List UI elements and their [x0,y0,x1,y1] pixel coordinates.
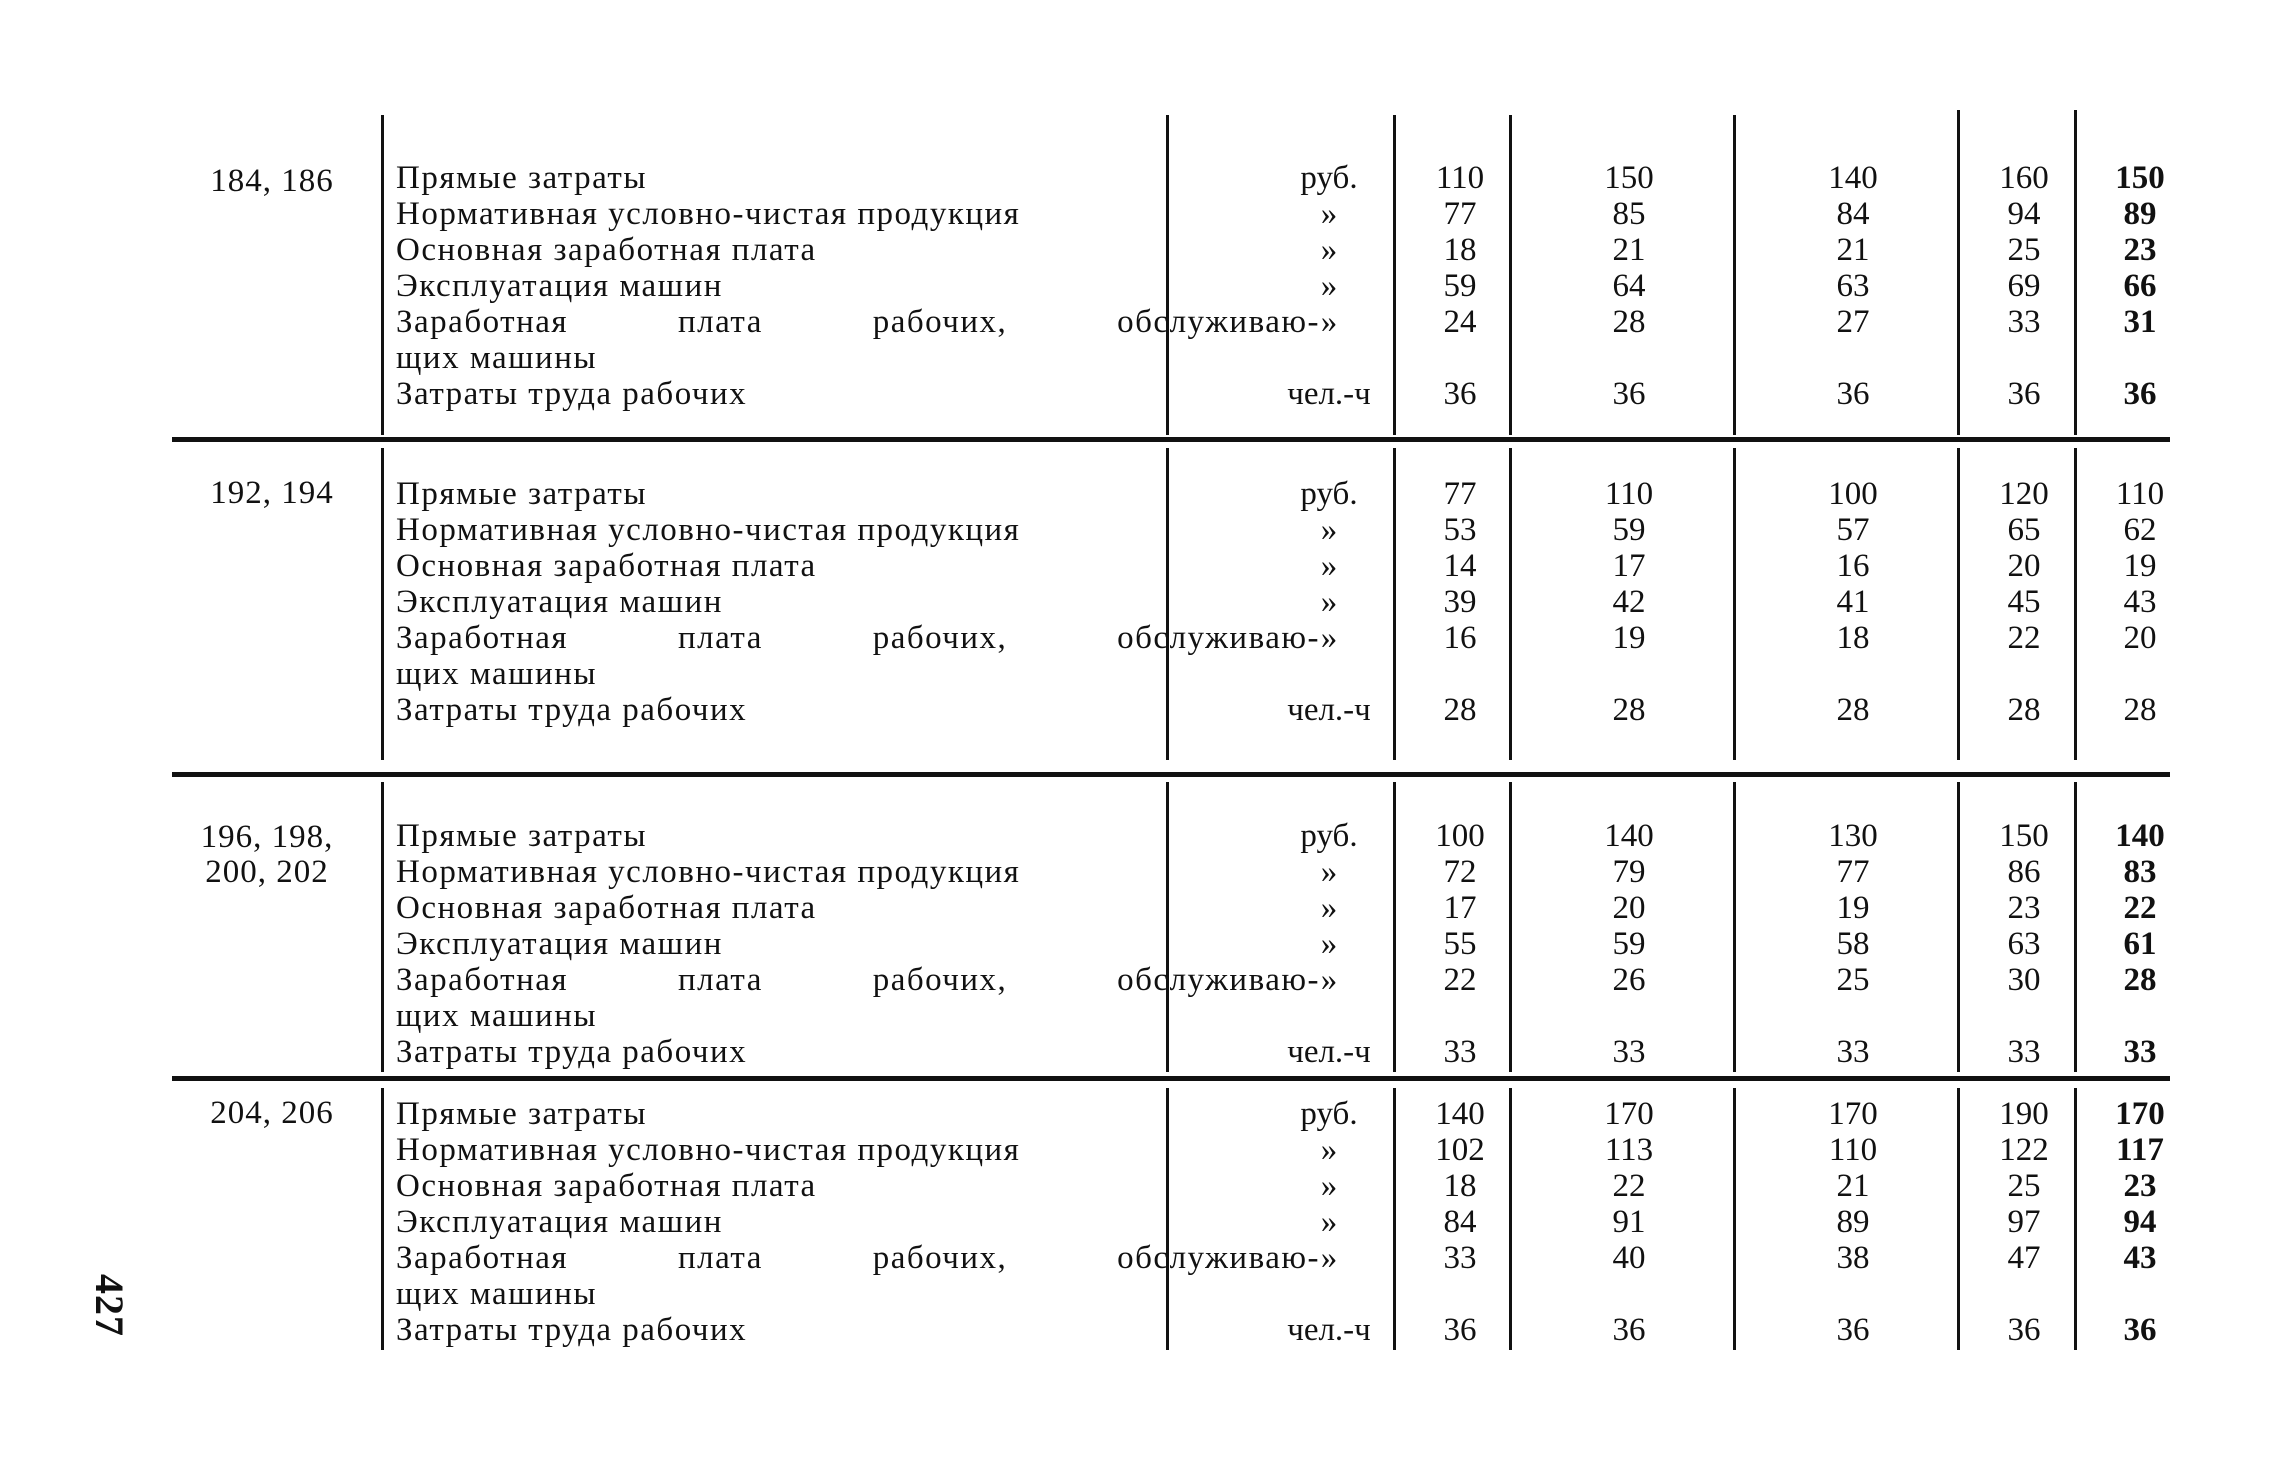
table-row [172,1204,2170,1240]
value-cell: 97 [2007,1204,2041,1240]
value-cell: 59 [1443,268,1477,304]
row-name: щих машины [396,340,598,376]
value-cell: 79 [1612,854,1646,890]
table-row [172,340,2170,376]
row-name: Затраты труда рабочих [396,692,748,728]
value-cell: 110 [1828,1132,1878,1168]
value-cell: 14 [1443,548,1477,584]
value-cell: 89 [1836,1204,1870,1240]
value-cell: 24 [1443,304,1477,340]
value-cell: 55 [1443,926,1477,962]
row-divider [172,772,2170,777]
table-row [172,854,2170,890]
row-unit: » [1320,854,1338,890]
page-number: 427 [87,1274,132,1337]
value-cell: 84 [1836,196,1870,232]
row-unit: чел.-ч [1287,376,1371,412]
row-unit: » [1320,962,1338,998]
value-cell: 23 [2007,890,2041,926]
value-cell: 58 [1836,926,1870,962]
value-cell: 110 [2115,476,2165,512]
value-cell: 20 [2123,620,2157,656]
value-cell: 53 [1443,512,1477,548]
value-cell: 47 [2007,1240,2041,1276]
row-name: Нормативная условно-чистая продукция [396,512,1021,548]
table-row [172,196,2170,232]
item-code: 192, 194 [210,475,334,511]
value-cell: 36 [2007,376,2041,412]
table-row [172,1034,2170,1070]
row-unit: чел.-ч [1287,692,1371,728]
value-cell: 33 [1443,1034,1477,1070]
row-name: Заработная плата рабочих, обслуживаю- [396,962,1320,998]
value-cell: 64 [1612,268,1646,304]
value-cell: 66 [2123,268,2157,304]
value-cell: 17 [1443,890,1477,926]
value-cell: 61 [2123,926,2157,962]
value-cell: 18 [1836,620,1870,656]
table-row [172,304,2170,340]
value-cell: 41 [1836,584,1870,620]
value-cell: 84 [1443,1204,1477,1240]
value-cell: 77 [1836,854,1870,890]
value-cell: 21 [1836,1168,1870,1204]
table-row [172,476,2170,512]
value-cell: 23 [2123,1168,2157,1204]
value-cell: 94 [2007,196,2041,232]
table-row [172,962,2170,998]
value-cell: 140 [1435,1096,1485,1132]
row-name: Заработная плата рабочих, обслуживаю- [396,304,1320,340]
value-cell: 110 [1604,476,1654,512]
table-row [172,1132,2170,1168]
table-row [172,160,2170,196]
row-name: Затраты труда рабочих [396,1312,748,1348]
value-cell: 120 [1999,476,2049,512]
row-name: Эксплуатация машин [396,584,723,620]
value-cell: 26 [1612,962,1646,998]
value-cell: 27 [1836,304,1870,340]
row-unit: руб. [1300,160,1358,196]
value-cell: 122 [1999,1132,2049,1168]
row-name: Нормативная условно-чистая продукция [396,196,1021,232]
value-cell: 33 [1612,1034,1646,1070]
value-cell: 33 [2007,1034,2041,1070]
value-cell: 19 [2123,548,2157,584]
row-unit: чел.-ч [1287,1312,1371,1348]
value-cell: 33 [2123,1034,2157,1070]
value-cell: 33 [1836,1034,1870,1070]
row-unit: руб. [1300,1096,1358,1132]
value-cell: 36 [2007,1312,2041,1348]
value-cell: 16 [1836,548,1870,584]
value-cell: 117 [2116,1132,2164,1168]
value-cell: 21 [1612,232,1646,268]
value-cell: 18 [1443,232,1477,268]
value-cell: 20 [1612,890,1646,926]
row-unit: » [1320,1240,1338,1276]
value-cell: 65 [2007,512,2041,548]
value-cell: 150 [1604,160,1654,196]
row-unit: » [1320,926,1338,962]
row-unit: » [1320,1204,1338,1240]
value-cell: 43 [2123,1240,2157,1276]
item-code: 184, 186 [210,163,334,199]
value-cell: 77 [1443,196,1477,232]
row-name: щих машины [396,998,598,1034]
value-cell: 77 [1443,476,1477,512]
row-unit: » [1320,548,1338,584]
value-cell: 110 [1435,160,1485,196]
row-name: Затраты труда рабочих [396,376,748,412]
row-name: Прямые затраты [396,476,648,512]
row-name: Заработная плата рабочих, обслуживаю- [396,620,1320,656]
value-cell: 22 [2123,890,2157,926]
row-name: Основная заработная плата [396,548,817,584]
row-name: щих машины [396,656,598,692]
table-row [172,1312,2170,1348]
value-cell: 72 [1443,854,1477,890]
value-cell: 36 [1836,376,1870,412]
value-cell: 62 [2123,512,2157,548]
value-cell: 28 [2123,962,2157,998]
value-cell: 100 [1435,818,1485,854]
value-cell: 94 [2123,1204,2157,1240]
value-cell: 28 [1836,692,1870,728]
table-row [172,1276,2170,1312]
value-cell: 19 [1612,620,1646,656]
value-cell: 69 [2007,268,2041,304]
value-cell: 28 [1612,304,1646,340]
row-divider [172,1076,2170,1081]
value-cell: 28 [1443,692,1477,728]
row-name: Прямые затраты [396,818,648,854]
value-cell: 22 [1612,1168,1646,1204]
value-cell: 31 [2123,304,2157,340]
value-cell: 170 [1828,1096,1878,1132]
value-cell: 25 [1836,962,1870,998]
value-cell: 17 [1612,548,1646,584]
value-cell: 20 [2007,548,2041,584]
value-cell: 57 [1836,512,1870,548]
value-cell: 85 [1612,196,1646,232]
item-code: 204, 206 [210,1095,334,1131]
value-cell: 36 [1443,376,1477,412]
row-unit: » [1320,1168,1338,1204]
item-code: 196, 198, 200, 202 [200,819,334,890]
value-cell: 23 [2123,232,2157,268]
row-name: Прямые затраты [396,160,648,196]
table-row [172,512,2170,548]
table-row [172,998,2170,1034]
table-row [172,620,2170,656]
table-row [172,1096,2170,1132]
row-unit: » [1320,584,1338,620]
row-name: Эксплуатация машин [396,268,723,304]
value-cell: 86 [2007,854,2041,890]
row-unit: руб. [1300,476,1358,512]
table-row [172,584,2170,620]
value-cell: 83 [2123,854,2157,890]
row-name: Эксплуатация машин [396,1204,723,1240]
value-cell: 16 [1443,620,1477,656]
value-cell: 30 [2007,962,2041,998]
row-unit: » [1320,512,1338,548]
value-cell: 28 [1612,692,1646,728]
table-row [172,548,2170,584]
row-unit: » [1320,232,1338,268]
row-name: Нормативная условно-чистая продукция [396,854,1021,890]
value-cell: 91 [1612,1204,1646,1240]
table-row [172,268,2170,304]
table-row [172,890,2170,926]
row-name: Затраты труда рабочих [396,1034,748,1070]
value-cell: 190 [1999,1096,2049,1132]
value-cell: 45 [2007,584,2041,620]
row-name: Основная заработная плата [396,890,817,926]
value-cell: 36 [1612,1312,1646,1348]
value-cell: 63 [2007,926,2041,962]
value-cell: 170 [2115,1096,2165,1132]
value-cell: 19 [1836,890,1870,926]
table-row [172,376,2170,412]
value-cell: 59 [1612,512,1646,548]
value-cell: 33 [1443,1240,1477,1276]
value-cell: 42 [1612,584,1646,620]
row-name: Нормативная условно-чистая продукция [396,1132,1021,1168]
value-cell: 43 [2123,584,2157,620]
value-cell: 22 [1443,962,1477,998]
table-row [172,1168,2170,1204]
value-cell: 89 [2123,196,2157,232]
row-name: Основная заработная плата [396,232,817,268]
value-cell: 36 [1443,1312,1477,1348]
row-unit: » [1320,890,1338,926]
value-cell: 21 [1836,232,1870,268]
value-cell: 38 [1836,1240,1870,1276]
table-row [172,656,2170,692]
value-cell: 22 [2007,620,2041,656]
value-cell: 63 [1836,268,1870,304]
value-cell: 36 [1612,376,1646,412]
value-cell: 140 [1828,160,1878,196]
table-row [172,692,2170,728]
row-unit: » [1320,304,1338,340]
row-unit: чел.-ч [1287,1034,1371,1070]
row-name: щих машины [396,1276,598,1312]
value-cell: 113 [1604,1132,1654,1168]
row-name: Эксплуатация машин [396,926,723,962]
value-cell: 102 [1435,1132,1485,1168]
value-cell: 18 [1443,1168,1477,1204]
row-name: Заработная плата рабочих, обслуживаю- [396,1240,1320,1276]
row-unit: руб. [1300,818,1358,854]
value-cell: 40 [1612,1240,1646,1276]
value-cell: 59 [1612,926,1646,962]
row-unit: » [1320,196,1338,232]
value-cell: 140 [2115,818,2165,854]
table-row [172,232,2170,268]
value-cell: 36 [2123,1312,2157,1348]
value-cell: 28 [2123,692,2157,728]
row-unit: » [1320,620,1338,656]
table-row [172,818,2170,854]
table-row [172,1240,2170,1276]
row-name: Основная заработная плата [396,1168,817,1204]
row-name: Прямые затраты [396,1096,648,1132]
value-cell: 150 [2115,160,2165,196]
table-row [172,926,2170,962]
value-cell: 130 [1828,818,1878,854]
value-cell: 160 [1999,160,2049,196]
value-cell: 25 [2007,1168,2041,1204]
value-cell: 36 [2123,376,2157,412]
value-cell: 100 [1828,476,1878,512]
value-cell: 39 [1443,584,1477,620]
value-cell: 150 [1999,818,2049,854]
value-cell: 140 [1604,818,1654,854]
row-unit: » [1320,1132,1338,1168]
row-divider [172,437,2170,442]
value-cell: 33 [2007,304,2041,340]
value-cell: 170 [1604,1096,1654,1132]
row-unit: » [1320,268,1338,304]
value-cell: 36 [1836,1312,1870,1348]
value-cell: 28 [2007,692,2041,728]
value-cell: 25 [2007,232,2041,268]
